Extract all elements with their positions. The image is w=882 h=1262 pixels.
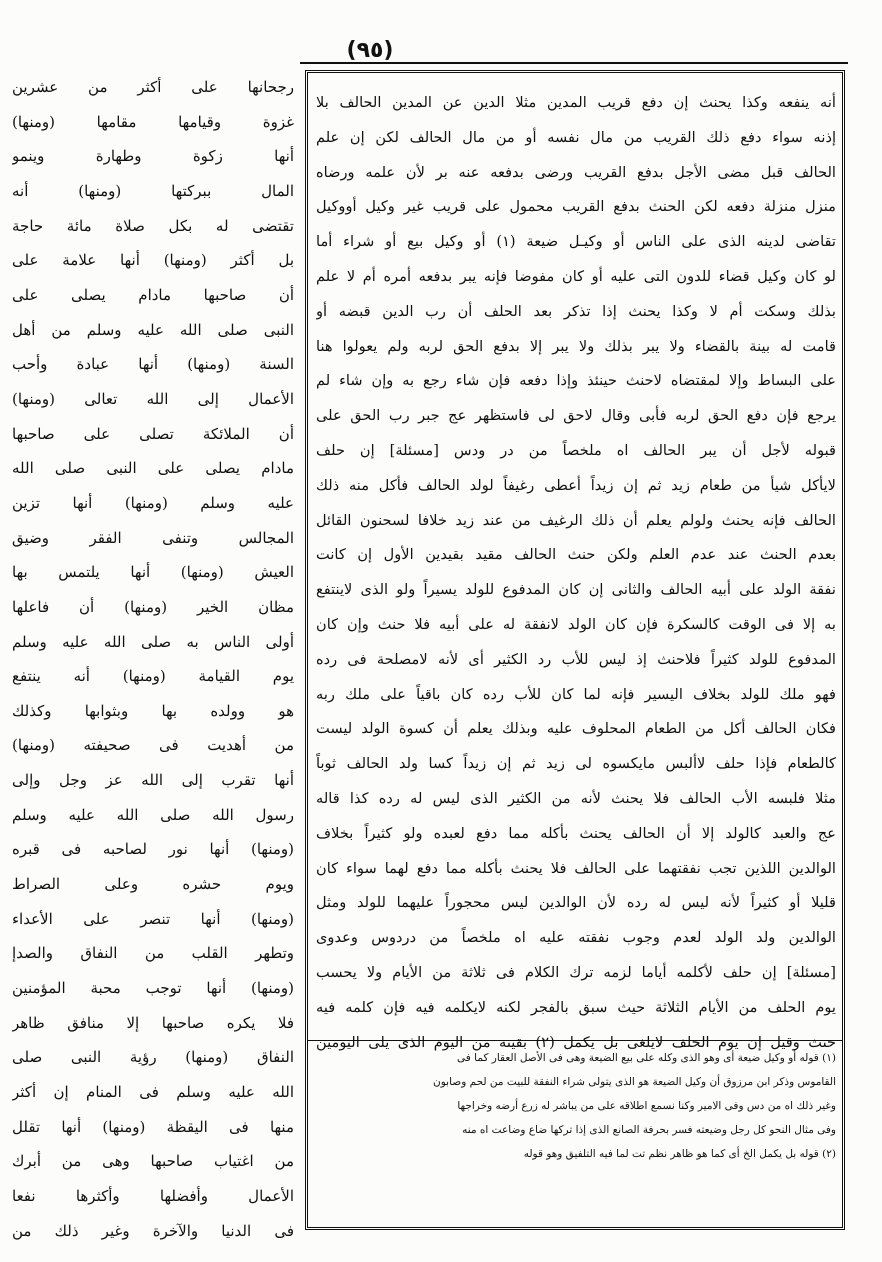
main-line: لايأكل شيأ من طعام زيد ثم إن زيداً أعطى رغيفاً لولد الحالف فأكل منه ذلك [316, 476, 836, 494]
margin-line: النفاق (ومنها) رؤية النبى صلى [12, 1048, 294, 1067]
footnote-line: القاموس وذكر ابن مرزوق أن وكيل الضيعة هو الذى يتولى شراء النفقة للبيت من لحم وصابون [433, 1076, 836, 1088]
footnote-divider [308, 1040, 842, 1041]
main-line: به إلا فى الوقت كالسكرة فإن كان الولد لانفقة له على أبيه فلا حنث وإن كان [316, 615, 836, 633]
margin-line: هو وولده بها وبثوابها وكذلك [12, 701, 294, 720]
main-line: الحالف قبل مضى الأجل بدفع القريب ورضى بدفعه عنه بر لأن علمه ورضاه [316, 163, 836, 181]
main-line: الوالدين اللذين تجب نفقتهما على الحالف فلا يحنث بأكله مما دفع لهما سواء كان [316, 859, 836, 877]
main-line: بذلك وسكت أم لا وكذا يحنث إذا تذكر بعد الحلف أن رب الدين قبضه أو [316, 302, 836, 320]
margin-line: فلا يكره صاحبها إلا منافق ظاهر [12, 1013, 294, 1032]
main-line: تقاضى لدينه الذى على الناس أو وكيـل ضيعة (١) أو وكيل بيع أو شراء أما [316, 233, 836, 251]
margin-line: مظان الخير (ومنها) أن فاعلها [12, 597, 294, 616]
footnote-line: وفى مثال النحو كل رجل وضيعته فسر بحرفة الصانع الذى إذا تركها ضاع وضاعت اه منه [462, 1124, 836, 1136]
page-number: (٩٥) [346, 38, 394, 63]
margin-line: (ومنها) أنها نور لصاحبه فى قبره [12, 840, 294, 859]
margin-line: العيش (ومنها) أنها يلتمس بها [12, 563, 294, 582]
top-rule [300, 62, 848, 64]
main-line: بعدم الحنث عند عدم العلم ولكن حنث الحالف مقيد بقيدين الأول إن كانت [316, 546, 836, 564]
margin-line: السنة (ومنها) أنها عبادة وأحب [12, 355, 294, 374]
margin-line: الله عليه وسلم فى المنام إن أكثر [12, 1083, 294, 1102]
main-line: كالطعام فإذا حلف لاألبس مايكسوه لى زيد ثم إن زيداً كسا ولد الحالف ثوباً [316, 755, 836, 773]
main-line: لو كان وكيل قضاء للدون التى عليه أو كان مفوضا فإنه يبر بدفعه أمره أم لا علم [316, 267, 836, 285]
footnote-line: (٢) قوله بل يكمل الخ أى كما هو ظاهر نظم تت لما فيه التلفيق وهو قوله [523, 1148, 836, 1160]
main-line: عج والعبد كالولد إلا أن الحالف يحنث بأكله مما دفع لعبده ولو كثيراً بخلاف [316, 824, 836, 842]
main-line: المدفوع للولد كثيراً فلاحنث إذ ليس للأب رد الكثير أى لأنه لامصلحة فى رده [316, 650, 836, 668]
main-text [316, 86, 836, 1060]
main-line: فكان الحالف أكل من الطعام المحلوف عليه وبذلك يعلم أن كسوة الولد ليست [316, 720, 836, 738]
margin-line: ويوم حشره وعلى الصراط [12, 875, 294, 894]
main-line: حنث وقيل إن يوم الحلف لايلغى بل يكمل (٢) بقيته من اليوم الذى يلى اليومين [316, 1033, 836, 1051]
margin-line: أنها تقرب إلى الله عز وجل وإلى [12, 771, 294, 790]
margin-line: المجالس وتنفى الفقر وضيق [12, 528, 294, 547]
margin-line: أن صاحبها مادام يصلى على [12, 285, 294, 304]
main-line: قبوله لأجل أن يبر الحالف اه ملخصاً من در ودس [مسئلة] إن حلف [316, 441, 836, 459]
main-line: يرجع فإن دفع الحق لربه فأبى وقال لاحق لى فاستظهر عج جبر رب الحق على [316, 407, 836, 425]
margin-line: أولى الناس به صلى الله عليه وسلم [12, 632, 294, 651]
main-line: منزل منزلة دفعه لكن الحنث بدفع القريب محمول على قريب غير وكيل أووكيل [316, 198, 836, 216]
main-line: الوالدين ولد الولد لعدم وجوب نفقته عليه اه ملخصاً من دردوس وعدوى [316, 929, 836, 947]
main-line: أنه ينفعه وكذا يحنث إن دفع قريب المدين مثلا الدين عن المدين الحالف بلا [316, 94, 836, 111]
main-line: مثلا فلبسه الأب الحالف فلا يحنث لأنه من الكثير الذى ليس له رده كذا قاله [316, 789, 836, 807]
main-line: [مسئلة] إن حلف لأكلمه أياما لزمه ترك الكلام فى ثلاثة من الأيام ولا يحسب [316, 963, 836, 981]
main-line: على البساط وإلا لمقتضاه لاحنث حينئذ وإذا دفعه فإن شاء رجع به وإن شاء لم [316, 372, 836, 390]
margin-line: رسول الله صلى الله عليه وسلم [12, 805, 294, 824]
margin-line: منها فى اليقظة (ومنها) أنها تقلل [12, 1117, 294, 1136]
footnote-line: (١) قوله أو وكيل ضيعة أى وهو الذى وكله على بيع الضيعة وهى فى الأصل العقار كما فى [457, 1052, 836, 1064]
margin-line: عليه وسلم (ومنها) أنها تزين [12, 493, 294, 512]
main-line: الحالف فإنه يحنث ولولم يعلم أن ذلك الرغيف من عند زيد خلافا لسحنون القائل [316, 511, 836, 529]
margin-commentary [12, 70, 294, 1248]
footnotes [318, 1046, 836, 1166]
margin-line: يوم القيامة (ومنها) أنه ينتفع [12, 667, 294, 686]
margin-line: بل أكثر (ومنها) أنها علامة على [12, 251, 294, 270]
margin-line: رجحانها على أكثر من عشرين [12, 78, 294, 96]
margin-line: وتطهر القلب من النفاق والصدإ [12, 944, 294, 963]
margin-line: مادام يصلى على النبى صلى الله [12, 459, 294, 478]
main-line: نفقة الولد على أبيه الحالف والثانى إن كان المدفوع للولد يسيراً ولو الذى لاينتفع [316, 581, 836, 599]
margin-line: من اغتياب صاحبها وهى من أبرك [12, 1152, 294, 1171]
margin-line: فى الدنيا والآخرة وغير ذلك من [12, 1221, 294, 1240]
margin-line: من أهديت فى صحيفته (ومنها) [12, 736, 294, 755]
main-line: قامت له بينة بالقضاء ولا يبر بذلك ولا يبر إلا بدفع الحق لربه ولم يعولوا هنا [316, 337, 836, 355]
margin-line: الأعمال وأفضلها وأكثرها نفعا [12, 1187, 294, 1205]
main-line: يوم الحلف من الأيام الثلاثة حيث سبق بالفجر لكنه لايكلمه فيه فإن كلمه فيه [316, 998, 836, 1016]
margin-line: تقتضى له بكل صلاة مائة حاجة [12, 216, 294, 235]
margin-line: أنها زكوة وطهارة وينمو [12, 147, 294, 166]
margin-line: (ومنها) أنها توجب محبة المؤمنين [12, 979, 294, 998]
main-line: قليلا أو كثيراً لأنه ليس له رده لأن الوالدين ليس محجوراً عليهما للولد ومثل [316, 894, 836, 912]
margin-line: النبى صلى الله عليه وسلم من أهل [12, 320, 294, 339]
margin-line: أن الملائكة تصلى على صاحبها [12, 424, 294, 443]
main-line: إذنه سواء دفع ذلك القريب من مال نفسه أو من مال الحالف لكن إن علم [316, 128, 836, 146]
margin-line: المال ببركتها (ومنها) أنه [12, 181, 294, 200]
margin-line: غزوة وقيامها مقامها (ومنها) [12, 112, 294, 131]
margin-line: (ومنها) أنها تنصر على الأعداء [12, 909, 294, 928]
footnote-line: وغير ذلك اه من دس وفى الامير وكنا نسمع اطلاقه على من يباشر له زرع أرضه وخراجها [457, 1100, 836, 1112]
margin-line: الأعمال إلى الله تعالى (ومنها) [12, 389, 294, 408]
main-line: فهو ملك للولد بخلاف اليسير فإنه لما كان للأب رده كان باقياً على ملك ربه [316, 685, 836, 703]
